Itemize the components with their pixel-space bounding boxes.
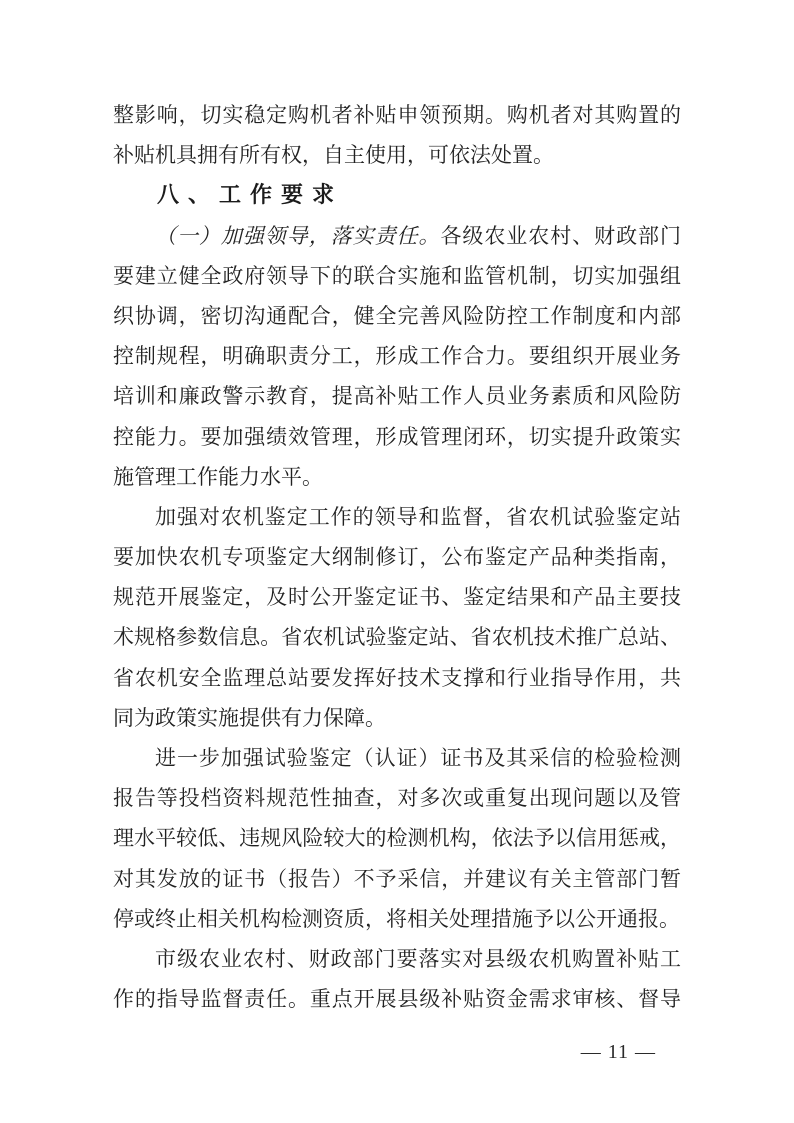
page-number: — 11 —: [580, 1041, 656, 1063]
section-heading-8: 八、工作要求: [157, 182, 344, 208]
text-line: 补贴机具拥有所有权，自主使用，可依法处置。: [113, 143, 554, 168]
text-line: 培训和廉政警示教育，提高补贴工作人员业务素质和风险防: [113, 384, 681, 409]
text-line: 施管理工作能力水平。: [113, 464, 323, 489]
text-line: 要加快农机专项鉴定大纲制修订，公布鉴定产品种类指南，: [113, 545, 681, 570]
text-line: 停或终止相关机构检测资质，将相关处理措施予以公开通报。: [113, 906, 680, 931]
text-line: （一）加强领导，落实责任。各级农业农村、财政部门: [155, 223, 682, 248]
text-line: 控能力。要加强绩效管理，形成管理闭环，切实提升政策实: [113, 424, 681, 449]
text-line: 市级农业农村、财政部门要落实对县级农机购置补贴工: [155, 946, 681, 971]
text-line: 省农机安全监理总站要发挥好技术支撑和行业指导作用，共: [113, 665, 681, 690]
paragraph-continuation: [113, 95, 681, 175]
paragraph-certificate-spot-check: [113, 738, 681, 939]
text-line: 作的指导监督责任。重点开展县级补贴资金需求审核、督导: [113, 987, 681, 1012]
text-line: 同为政策实施提供有力保障。: [113, 705, 386, 730]
text-line: 规范开展鉴定，及时公开鉴定证书、鉴定结果和产品主要技: [113, 585, 681, 610]
text-line: 理水平较低、违规风险较大的检测机构，依法予以信用惩戒，: [113, 826, 681, 851]
text-line: 进一步加强试验鉴定（认证）证书及其采信的检验检测: [155, 746, 681, 770]
paragraph-city-level-duty: [113, 939, 681, 1019]
text-line: 要建立健全政府领导下的联合实施和监管机制，切实加强组: [113, 263, 681, 288]
text-line: 报告等投档资料规范性抽查，对多次或重复出现问题以及管: [113, 786, 681, 811]
text-line: 织协调，密切沟通配合，健全完善风险防控工作制度和内部: [113, 303, 681, 328]
text-line: 术规格参数信息。省农机试验鉴定站、省农机技术推广总站、: [113, 625, 681, 650]
text-line: 对其发放的证书（报告）不予采信，并建议有关主管部门暂: [113, 866, 681, 891]
paragraph-appraisal-supervision: [113, 497, 681, 738]
text-line: 加强对农机鉴定工作的领导和监督，省农机试验鉴定站: [155, 504, 681, 529]
emphasis-kai-text: （一）加强领导，落实责任。: [155, 223, 441, 248]
text-line: 控制规程，明确职责分工，形成工作合力。要组织开展业务: [113, 344, 681, 369]
text-block: [113, 95, 681, 1019]
text-line: 整影响，切实稳定购机者补贴申领预期。购机者对其购置的: [113, 103, 681, 127]
paragraph-strengthen-leadership: [113, 216, 681, 497]
